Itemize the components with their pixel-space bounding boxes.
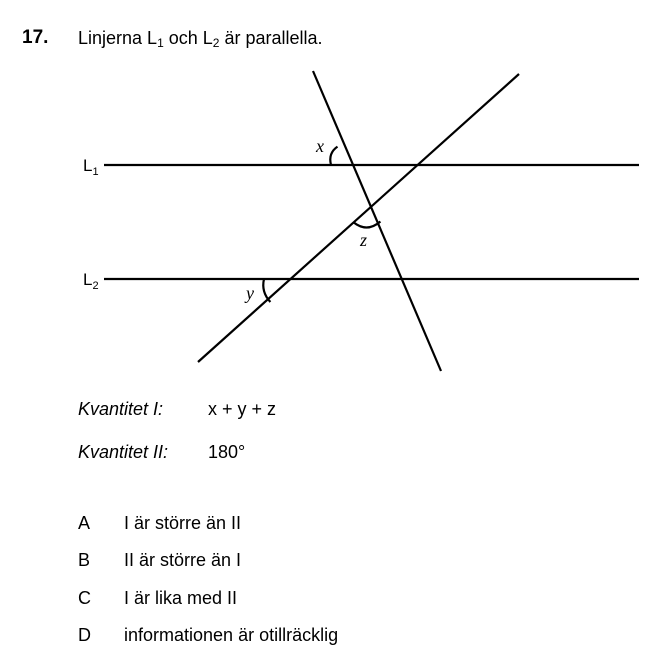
question-number: 17. bbox=[22, 27, 49, 48]
option-c-text[interactable]: I är lika med II bbox=[124, 588, 238, 608]
question-text-suffix: är parallella. bbox=[219, 28, 323, 48]
angle-label-z: z bbox=[360, 230, 368, 250]
option-d-text[interactable]: informationen är otillräcklig bbox=[124, 625, 339, 645]
question-text-mid: och L bbox=[163, 28, 213, 48]
question-text-prefix: Linjerna L bbox=[78, 28, 158, 48]
option-c-letter[interactable]: C bbox=[78, 588, 91, 608]
transversal-diagonal bbox=[198, 74, 519, 362]
option-a-letter[interactable]: A bbox=[78, 513, 91, 533]
quantity-2-label: Kvantitet II: bbox=[78, 442, 169, 462]
quantity-2-value: 180° bbox=[208, 442, 246, 462]
quantity-1-value: x + y + z bbox=[208, 399, 277, 419]
transversal-steep bbox=[313, 71, 441, 371]
label-l2: $L_2$ bbox=[83, 270, 99, 292]
angle-arc-z bbox=[354, 222, 381, 228]
angle-arc-x bbox=[330, 147, 337, 165]
quantity-1-label: Kvantitet I: bbox=[78, 399, 164, 419]
option-d-letter[interactable]: D bbox=[78, 625, 91, 645]
label-l1: $L_1$ bbox=[83, 156, 99, 178]
option-a-text[interactable]: I är större än II bbox=[124, 513, 242, 533]
angle-label-y: y bbox=[246, 283, 254, 303]
question-sub-2: 2 bbox=[212, 36, 220, 50]
option-b-letter[interactable]: B bbox=[78, 550, 91, 570]
option-b-text[interactable]: II är större än I bbox=[124, 550, 242, 570]
question-sub-1: 1 bbox=[157, 36, 164, 50]
angle-label-x: x bbox=[316, 136, 324, 156]
